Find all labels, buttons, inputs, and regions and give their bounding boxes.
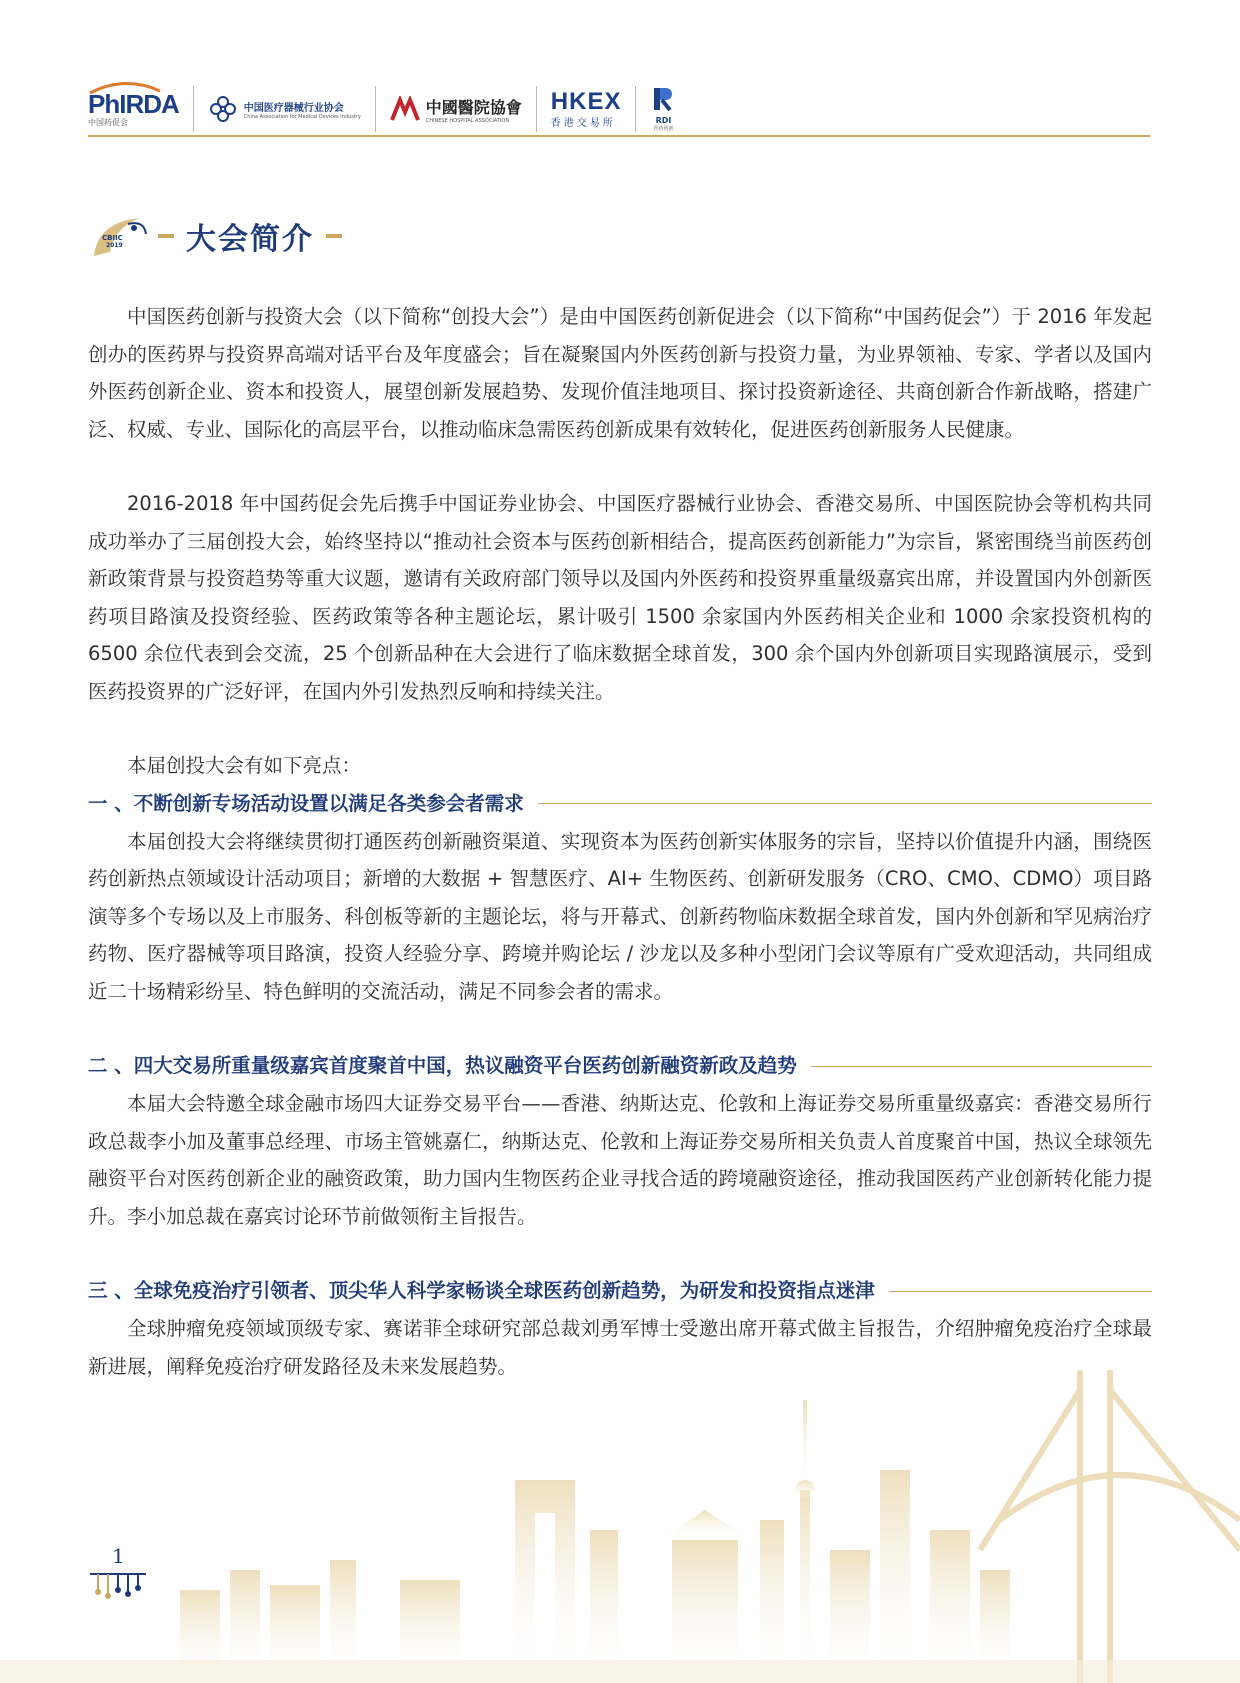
cbiic-label: CBIIC [102, 234, 123, 242]
cmdia-emblem-icon [208, 94, 238, 124]
rdi-logo [636, 86, 690, 132]
hkex-sub: 香港交易所 [550, 117, 616, 129]
hkex-logo [537, 86, 637, 132]
page-title: 大会简介 [186, 222, 314, 257]
title-dash-right [326, 234, 342, 238]
intro-paragraph-2: 2016-2018 年中国药促会先后携手中国证券业协会、中国医疗器械行业协会、香港交易所、中国医院协会等机构共同成功举办了三届创投大会，始终坚持以“推动社会资本与医药创新相结合，提高医药创新能力”为宗旨，紧密围绕当前医药创新政策背景与投资趋势等重大议题，邀请有关政府部门领导以及国内外医药和投资界重量级嘉宾出席，并设置国内外创新医药项目路演及投资经验、医药政策等各种主题论坛，累计吸引 1500 余家国内外医药相关企业和 1000 余家投资机构的 6500 余位代表到会交流，25 个创新品种在大会进行了临床数据全球首发，300 余个国内外创新项目实现路演展示，受到医药投资界的广泛好评，在国内外引发热烈反响和持续关注。 [88, 492, 1152, 703]
cbiic-emblem [88, 212, 150, 260]
phirda-arc-icon [88, 81, 162, 95]
cha-logo [376, 86, 537, 132]
rdi-name: RDI [655, 116, 672, 125]
header-logos [88, 84, 1150, 134]
highlight-heading-text: 二 、四大交易所重量级嘉宾首度聚首中国，热议融资平台医药创新融资新政及趋势 [88, 1054, 797, 1078]
cha-sub: CHINESE HOSPITAL ASSOCIATION [425, 117, 510, 124]
page-number: 1 [112, 1544, 125, 1568]
heading-rule [811, 1066, 1152, 1067]
highlights-intro: 本届创投大会有如下亮点： [127, 754, 362, 777]
heading-rule [889, 1291, 1152, 1292]
title-dash-left [158, 234, 174, 238]
rdi-sub: 医药创新 [653, 126, 674, 132]
dna-ornament-icon [88, 1568, 148, 1602]
highlight-heading-3 [88, 1272, 1152, 1310]
city-skyline-illustration [0, 1370, 1240, 1683]
highlight-body-1: 本届创投大会将继续贯彻打通医药创新融资渠道、实现资本为医药创新实体服务的宗旨，坚持以价值提升内涵，围绕医药创新热点领域设计活动项目；新增的大数据 + 智慧医疗、AI+ 生物医药、创新研发服务（CRO、CMO、CDMO）项目路演等多个专场以及上市服务、科创板等新的主题论坛，将与开幕式、创新药物临床数据全球首发，国内外创新和罕见病治疗药物、医疗器械等项目路演，投资人经验分享、跨境并购论坛 / 沙龙以及多种小型闭门会议等原有广受欢迎活动，共同组成近二十场精彩纷呈、特色鲜明的交流活动，满足不同参会者的需求。 [88, 829, 1152, 1003]
cmdia-name: 中国医疗器械行业协会 [243, 102, 344, 114]
heading-rule [538, 803, 1152, 804]
highlight-heading-text: 三 、全球免疫治疗引领者、顶尖华人科学家畅谈全球医药创新趋势，为研发和投资指点迷津 [88, 1279, 875, 1303]
cmdia-logo [194, 86, 376, 132]
phirda-name: PhIRDA [88, 88, 179, 119]
cbiic-year: 2019 [106, 242, 123, 249]
highlight-body-3: 全球肿瘤免疫领域顶级专家、赛诺菲全球研究部总裁刘勇军博士受邀出席开幕式做主旨报告，介绍肿瘤免疫治疗全球最新进展，阐释免疫治疗研发路径及未来发展趋势。 [88, 1317, 1152, 1378]
rdi-emblem-icon [650, 86, 676, 112]
section-title-row [88, 210, 342, 262]
intro-paragraph-1: 中国医药创新与投资大会（以下简称“创投大会”）是由中国医药创新促进会（以下简称“中国药促会”）于 2016 年发起创办的医药界与投资界高端对话平台及年度盛会；旨在凝聚国内外医药创新与投资力量，为业界领袖、专家、学者以及国内外医药创新企业、资本和投资人，展望创新发展趋势、发现价值洼地项目、探讨投资新途径、共商创新合作新战略，搭建广泛、权威、专业、国际化的高层平台，以推动临床急需医药创新成果有效转化，促进医药创新服务人民健康。 [88, 305, 1152, 441]
cmdia-sub: China Association for Medical Devices Industry [243, 113, 361, 120]
cha-name: 中國醫院協會 [425, 97, 522, 117]
highlight-heading-text: 一 、不断创新专场活动设置以满足各类参会者需求 [88, 791, 524, 815]
phirda-sub: 中国药促会 [88, 117, 128, 127]
highlight-body-2: 本届大会特邀全球金融市场四大证券交易平台——香港、纳斯达克、伦敦和上海证券交易所重量级嘉宾：香港交易所行政总裁李小加及董事总经理、市场主管姚嘉仁，纳斯达克、伦敦和上海证券交易所相关负责人首度聚首中国，热议全球领先融资平台对医药创新企业的融资政策，助力国内生物医药企业寻找合适的跨境融资途径，推动我国医药产业创新转化能力提升。李小加总裁在嘉宾讨论环节前做领衔主旨报告。 [88, 1092, 1152, 1228]
highlight-heading-2 [88, 1047, 1152, 1085]
phirda-logo [88, 86, 194, 132]
header-divider [88, 135, 1150, 137]
highlight-heading-1 [88, 785, 1152, 823]
main-content [88, 298, 1152, 1385]
hkex-name: HKEX [550, 87, 622, 115]
cha-emblem-icon [390, 96, 420, 122]
page-number-block [88, 1544, 148, 1604]
